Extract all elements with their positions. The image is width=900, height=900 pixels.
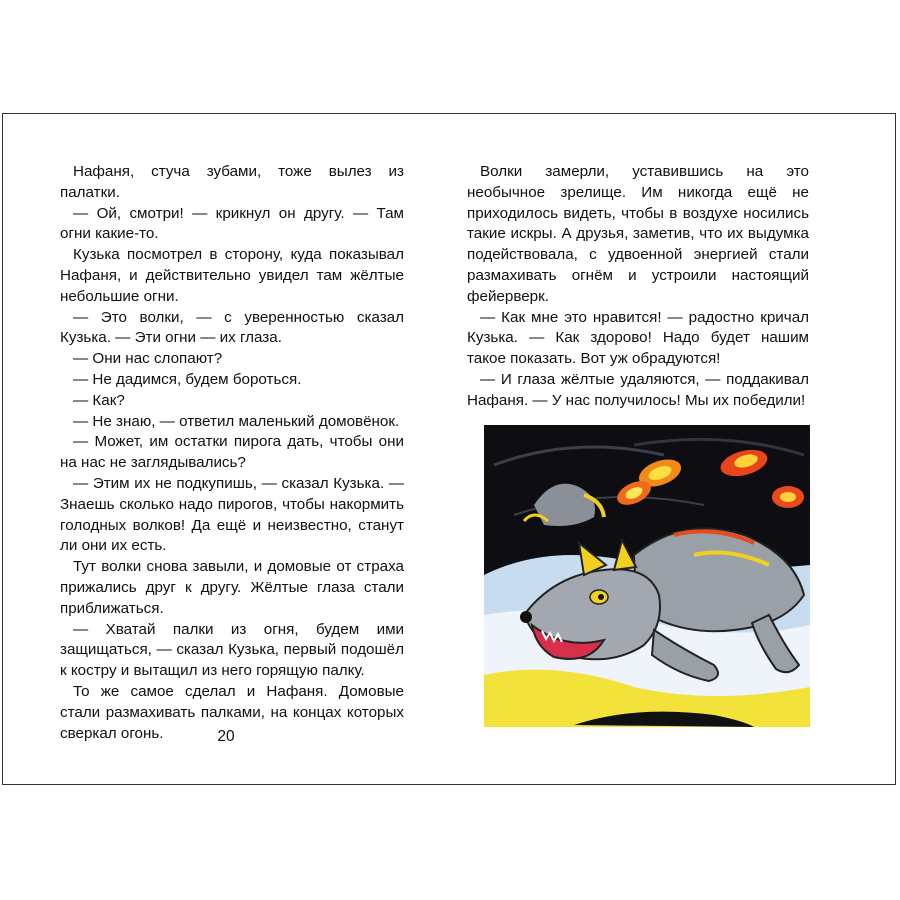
paragraph: — Как мне это нравится! — радостно кричал Кузька. — Как здорово! Надо будет нашим такое показать. Вот уж обрадуются! [467,308,809,368]
paragraph: Тут волки снова завыли, и домовые от страха прижались друг к другу. Жёлтые глаза стали приближаться. [60,558,404,617]
fire-spark [772,486,804,508]
paragraph: — Как? [73,391,125,409]
paragraph: Кузька посмотрел в сторону, куда показывал Нафаня, и действительно увидел там жёлтые небольшие огни. [60,246,404,305]
right-page-text [467,162,809,412]
paragraph: — Не знаю, — ответил маленький домовёнок. [73,412,400,430]
paragraph: Волки замерли, уставившись на это необычное зрелище. Им никогда ещё не приходилось видеть, чтобы в воздухе носились такие искры. А друзья, заметив, что их выдумка подействовала, с удвоенной энергией стали размахивать огнём и устроили настоящий фейерверк. [467,163,809,305]
paragraph: — Это волки, — с уверенностью сказал Кузька. — Эти огни — их глаза. [60,308,404,347]
paragraph: — Они нас слопают? [73,350,223,368]
paragraph: — Может, им остатки пирога дать, чтобы они на нас не заглядывались? [60,433,404,472]
paragraph: Нафаня, стуча зубами, тоже вылез из палатки. [60,163,404,201]
page-number: 20 [217,728,235,745]
paragraph: — Ой, смотри! — крикнул он другу. — Там огни какие-то. [60,204,404,243]
paragraph: — И глаза жёлтые удаляются, — поддакивал Нафаня. — У нас получилось! Мы их победили! [467,370,809,409]
paragraph: — Этим их не подкупишь, — сказал Кузька. — Знаешь сколько надо пирогов, чтобы накормить голодных волков! Да ещё и неизвестно, станут ли они их есть. [60,474,404,555]
paragraph: — Хватай палки из огня, будем ими защищаться, — сказал Кузька, первый подошёл к костру и вытащил из него горящую палку. [60,620,404,680]
wolf-illustration [484,425,810,727]
paragraph: То же самое сделал и Нафаня. Домовые стали размахивать палками, на концах которых сверкал огонь. [60,682,404,742]
paragraph: — Не дадимся, будем бороться. [73,370,302,388]
left-page-text [60,162,404,744]
